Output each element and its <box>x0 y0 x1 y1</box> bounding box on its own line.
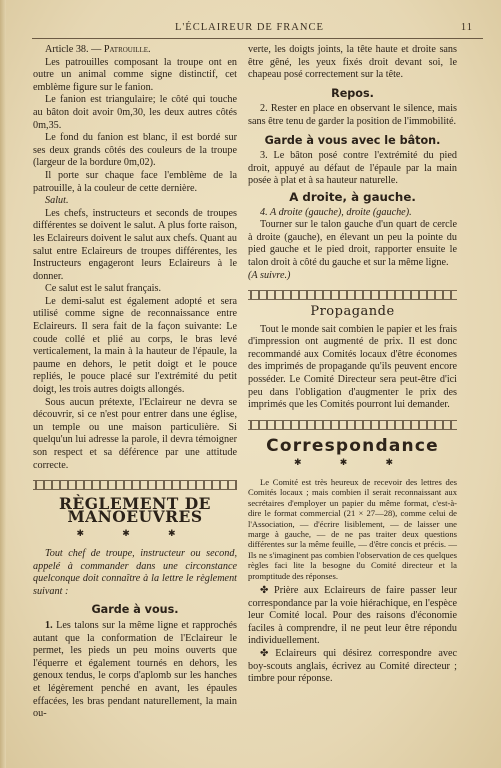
paragraph <box>33 620 237 721</box>
running-header <box>175 20 481 38</box>
section-title-propagande: Propagande <box>310 304 395 320</box>
paragraph: Il porte sur chaque face l'emblème de la patrouille, à la couleur de cette dernière. <box>33 169 237 194</box>
item-text: Les talons sur la même ligne et rapprochés autant que la conformation de l'Eclaireur le permet, les pieds un peu moins ouverts que l'équerre et également tournés en dehors, les genoux tendus, le corps d'aplomb sur les hanches et légèrement penché en avant, les épaules effacées, les bras pendant naturellement, la main ou- <box>33 619 237 720</box>
paragraph: ✤ Prière aux Eclaireurs de faire passer leur correspondance par la voie hiérachique, en l'espèce leur Comité local. Pour des raisons d'économie faciles à comprendre, il ne peut leur être répondu individuellement. <box>248 585 457 647</box>
star-separator: ✱ ✱ ✱ <box>76 528 194 539</box>
subheading-garde: Garde à vous. <box>91 603 179 617</box>
right-column <box>248 44 457 686</box>
article-number: Article 38. — <box>45 44 102 55</box>
ornamental-rule <box>248 290 457 300</box>
star-separator: ✱ ✱ ✱ <box>293 457 412 468</box>
paragraph: Tout le monde sait combien le papier et les frais d'impression ont augmenté de prix. Il est donc recommandé aux Comités locaux d'être économes des imprimés de propagande qu'ils peuvent encore posséder. Le Comité Directeur sera peut-être d'ici peu dans l'obligation d'augmenter le prix des imprimés que les Comités pourront lui demander. <box>248 323 457 411</box>
subheading-salut: Salut. <box>45 195 69 207</box>
header-rule <box>32 38 483 39</box>
paragraph: Le demi-salut est également adopté et sera utilisé comme signe de reconnaissance entre Eclaireurs. Il sera fait de la façon suivante: Le coude collé et plié au corps, le bras levé verticalement, la main à la hauteur de l'épaule, la paume en dehors, le petit doigt et le pouce repliés, le pouce placé sur l'extrémité du petit doigt, les trois autres doigts allongés. <box>33 295 237 396</box>
ornamental-rule <box>248 420 457 430</box>
paragraph: 2. Rester en place en observant le silence, mais sans être tenu de garder la position de l'immobilité. <box>248 103 457 127</box>
page-edge-left <box>0 0 6 768</box>
paragraph: ✤ Eclaireurs qui désirez correspondre avec boy-scouts anglais, écrivez au Comité directeur ; timbre pour réponse. <box>248 648 457 685</box>
continued-note: (A suivre.) <box>248 269 291 281</box>
left-column <box>33 44 237 721</box>
paragraph: Sous aucun prétexte, l'Eclaireur ne devra se découvrir, si ce n'est pour entrer dans une église, un temple ou une maison particulière. Si quelqu'un lui adresse la parole, il devra témoigner son respect et sa déférence par une attitude correcte. <box>33 396 237 471</box>
article-heading <box>33 44 237 57</box>
intro-paragraph: Tout chef de troupe, instructeur ou second, appelé à commander dans une circonstance quelconque doit connaître à la lettre le règlement suivant : <box>33 547 237 597</box>
paragraph: 4. A droite (gauche), droite (gauche). <box>260 206 412 218</box>
journal-title: L'ÉCLAIREUR DE FRANCE <box>175 22 324 33</box>
paragraph: Le fond du fanion est blanc, il est bordé sur ses deux grands côtés des couleurs de la troupe (largeur de la bordure 0m,02). <box>33 132 237 169</box>
article-name: Patrouille. <box>103 44 151 55</box>
section-title-reglement: RÈGLEMENT DE MANOEUVRES <box>59 494 211 526</box>
ornamental-rule <box>33 480 237 490</box>
paragraph: Le fanion est triangulaire; le côté qui touche au bâton doit avoir 0m,30, les deux autres côtés 0m,35. <box>33 94 237 131</box>
paragraph: 3. Le bâton posé contre l'extrémité du pied droit, appuyé au défaut de l'épaule par la main posée à plat et à sa hauteur naturelle. <box>248 150 457 187</box>
subheading-droite-gauche: A droite, à gauche. <box>289 189 416 204</box>
paragraph-small: Le Comité est très heureux de recevoir des lettres des Comités locaux ; mais combien il serait reconnaissant aux secrétaires d'employer un papier du même format, c'est-à-dire le format commercial (21 × 27—28), comme celui de l'Association, — d'écrire lisiblement, — de laisser une marge à gauche, — de ne pas traiter deux questions différentes sur la même feuille, — d'être concis et précis. — Ils ne s'imaginent pas combien l'observation de ces quelques règles faci lite la besogne du Comité directeur et la promptitude des réponses. <box>248 477 457 581</box>
paragraph: verte, les doigts joints, la tête haute et droite sans être gêné, les yeux fixés droit devant soi, le chapeau posé correctement sur la tête. <box>248 44 457 81</box>
item-number: 1. <box>45 619 53 631</box>
paragraph: Ce salut est le salut français. <box>45 283 161 295</box>
section-title-correspondance: Correspondance <box>266 435 439 456</box>
subheading-garde-baton: Garde à vous avec le bâton. <box>264 133 441 147</box>
paragraph: Les chefs, instructeurs et seconds de troupes différentes se doivent le salut. A plus forte raison, les Eclaireurs doivent le salut aux chefs. Quant au salut entre Eclaireurs de troupes différentes, les Instructeurs engageront leurs Eclaireurs à le donner. <box>33 207 237 282</box>
subheading-repos: Repos. <box>331 86 374 100</box>
page-number: 11 <box>460 22 473 33</box>
paragraph: Tourner sur le talon gauche d'un quart de cercle à droite (gauche), en élevant un peu la pointe du pied gauche et le pied droit, rapporter ensuite le talon droit à côté du gauche et sur la même ligne. <box>248 219 457 268</box>
paragraph: Les patrouilles composant la troupe ont en outre un animal comme signe distinctif, cet emblème figure sur le fanion. <box>33 56 237 93</box>
